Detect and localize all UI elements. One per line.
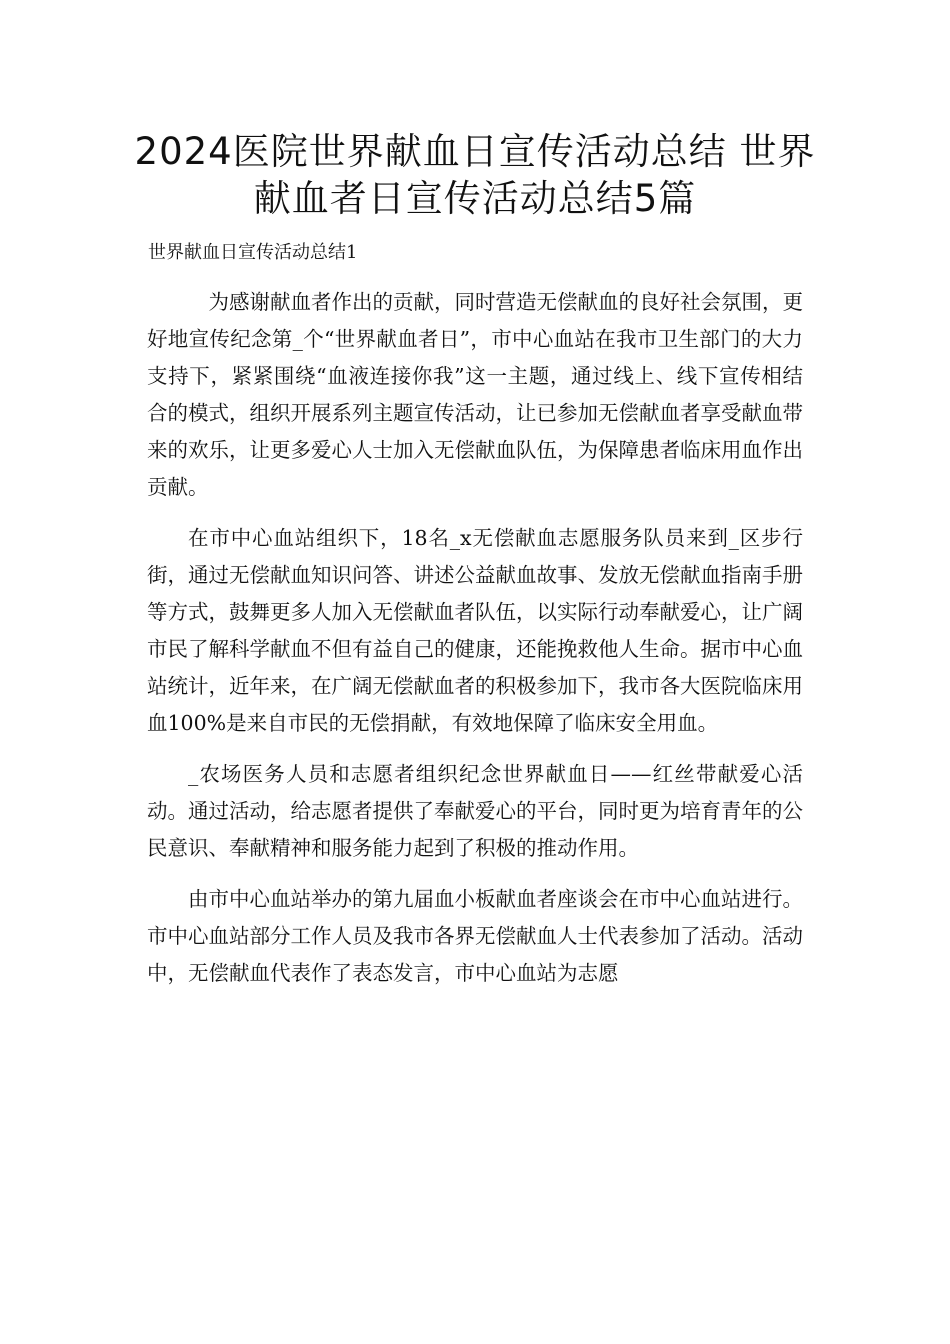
paragraph-4: 由市中心血站举办的第九届血小板献血者座谈会在市中心血站进行。市中心血站部分工作人员及我市各界无偿献血人士代表参加了活动。活动中，无偿献血代表作了表态发言，市中心血站为志愿 bbox=[147, 887, 803, 985]
paragraph-3: _农场医务人员和志愿者组织纪念世界献血日——红丝带献爱心活动。通过活动，给志愿者提供了奉献爱心的平台，同时更为培育青年的公民意识、奉献精神和服务能力起到了积极的推动作用。 bbox=[147, 762, 803, 860]
document-title: 2024医院世界献血日宣传活动总结 世界献血者日宣传活动总结5篇 bbox=[134, 130, 816, 220]
paragraph-2: 在市中心血站组织下，18名_x无偿献血志愿服务队员来到_区步行街，通过无偿献血知识问答、讲述公益献血故事、发放无偿献血指南手册等方式，鼓舞更多人加入无偿献血者队伍，以实际行动奉献爱心，让广阔市民了解科学献血不但有益自己的健康，还能挽救他人生命。据市中心血站统计，近年来，在广阔无偿献血者的积极参加下，我市各大医院临床用血100%是来自市民的无偿捐献，有效地保障了临床安全用血。 bbox=[147, 526, 803, 735]
section-heading: 世界献血日宣传活动总结1 bbox=[148, 242, 358, 263]
document-body bbox=[147, 284, 803, 1006]
paragraph-1: 为感谢献血者作出的贡献，同时营造无偿献血的良好社会氛围，更好地宣传纪念第_个“世界献血者日”，市中心血站在我市卫生部门的大力支持下，紧紧围绕“血液连接你我”这一主题，通过线上、线下宣传相结合的模式，组织开展系列主题宣传活动，让已参加无偿献血者享受献血带来的欢乐，让更多爱心人士加入无偿献血队伍，为保障患者临床用血作出贡献。 bbox=[147, 290, 803, 499]
